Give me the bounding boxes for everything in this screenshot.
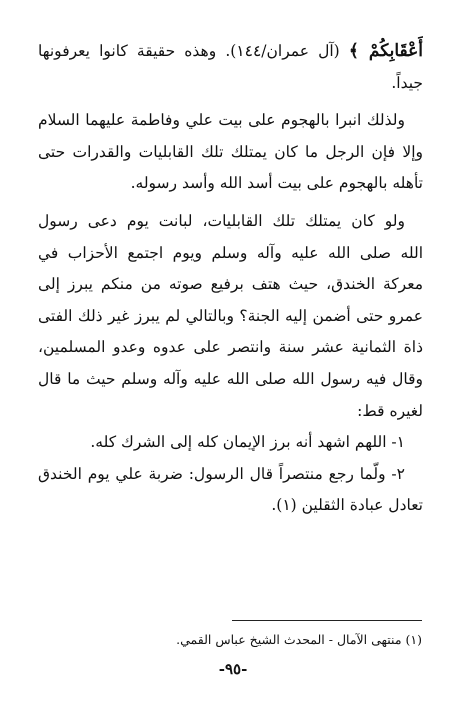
list-item-continuation: تعادل عبادة الثقلين (١).: [271, 496, 423, 515]
list-item: ١- اللهم اشهد أنه برز الإيمان كله إلى الشرك كله.: [90, 433, 405, 452]
text-line: ولذلك انبرا بالهجوم على بيت علي وفاطمة عليهما السلام: [38, 111, 405, 130]
text-line: وإلا فإن الرجل ما كان يمتلك تلك القابليات والقدرات حتى: [38, 142, 423, 161]
text-line: ذاة الثمانية عشر سنة وانتصر على عدوه وعدو المسلمين،: [38, 338, 423, 357]
text-line: [38, 36, 423, 68]
text-line-content: (آل عمران/١٤٤). وهذه حقيقة كانوا يعرفونها: [38, 42, 349, 60]
list-item: ٢- ولّما رجع منتصراً قال الرسول: ضربة علي يوم الخندق: [38, 464, 405, 483]
text-line: تأهله بالهجوم على بيت أسد الله وأسد رسوله.: [130, 174, 423, 193]
page-body: [38, 36, 423, 522]
text-line: ولو كان يمتلك تلك القابليات، لبانت يوم دعى رسول: [38, 211, 405, 230]
quran-verse: أَعْقَابِكُمْ ﴾: [348, 41, 423, 61]
page-number: -٩٥-: [218, 660, 248, 678]
text-line: الله صلى الله عليه وآله وسلم ويوم اجتمع الأحزاب في: [38, 243, 423, 262]
footnote-divider: [232, 620, 422, 621]
text-line: جيداً.: [391, 73, 423, 92]
text-line: لغيره قط:: [357, 401, 423, 420]
text-line: معركة الخندق، حيث هتف برفيع صوته من منكم يبرز إلى: [38, 275, 423, 294]
text-line: وقال فيه رسول الله صلى الله عليه وآله وسلم حيث ما قال: [38, 369, 423, 388]
text-line: عمرو حتى أضمن إليه الجنة؟ وبالتالي لم يبرز غير ذلك الفتى: [38, 306, 423, 325]
footnote: (١) منتهى الآمال - المحدث الشيخ عباس القمي.: [176, 632, 422, 647]
